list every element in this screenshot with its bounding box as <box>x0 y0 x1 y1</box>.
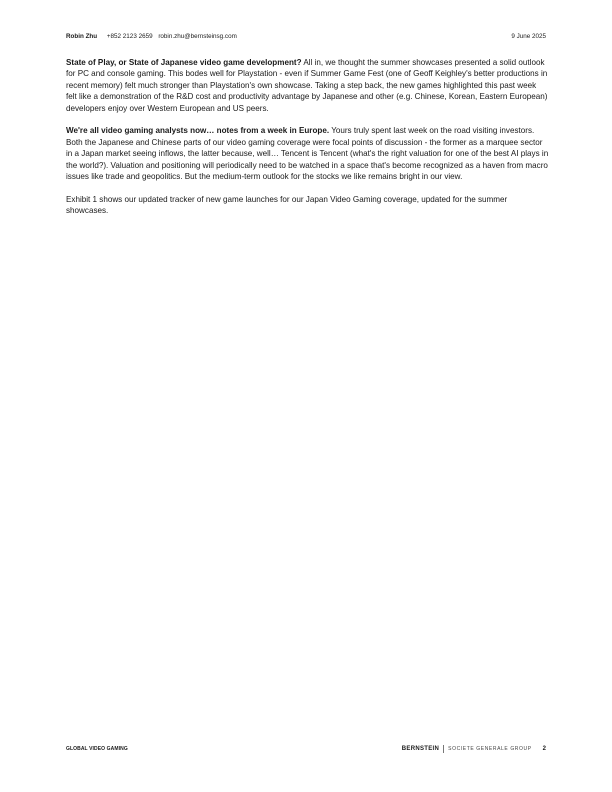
page-footer <box>66 743 546 755</box>
report-date: 9 June 2025 <box>511 33 546 40</box>
brand-logo <box>402 743 546 755</box>
paragraph <box>66 125 549 182</box>
report-body <box>66 57 549 228</box>
brand-divider <box>443 745 444 753</box>
page-number: 2 <box>542 746 546 752</box>
paragraph-body: Yours truly spent last week on the road visiting investors. Both the Japanese and Chinese parts of our video gaming coverage were focal points of discussion - the former as a marquee sector in a Japan market seeing inflows, the latter because, well… Tencent is Tencent (what's the right valuation for one of the best AI plays in the world?). Valuation and positioning will periodically need to be watched in a space that's become recognized as a haven from macro issues like trade and geopolitics. But the medium-term outlook for the stocks we like remains bright in our view. <box>66 126 549 182</box>
author-email[interactable]: robin.zhu@bernsteinsg.com <box>158 33 237 40</box>
paragraph <box>66 194 549 217</box>
footer-section-label: GLOBAL VIDEO GAMING <box>66 746 128 752</box>
author-name: Robin Zhu <box>66 33 98 40</box>
paragraph-body: Exhibit 1 shows our updated tracker of new game launches for our Japan Video Gaming coverage, updated for the summer showcases. <box>66 194 508 216</box>
paragraph-lead: We're all video gaming analysts now… notes from a week in Europe. <box>66 126 330 136</box>
page-header <box>66 31 546 43</box>
paragraph-body: All in, we thought the summer showcases presented a solid outlook for PC and console gaming. This bodes well for Playstation - even if Summer Game Fest (one of Geoff Keighley's better productions in recent memory) felt much stronger than Playstation's own showcase. Taking a step back, the new games highlighted this past week felt like a demonstration of the R&D cost and productivity advantage by Japanese and other (e.g. Chinese, Korean, Eastern European) developers enjoy over Western European and US peers. <box>66 58 548 113</box>
paragraph <box>66 57 549 114</box>
paragraph-lead: State of Play, or State of Japanese video game development? <box>66 58 302 67</box>
brand-subtitle: SOCIETE GENERALE GROUP <box>448 746 532 752</box>
author-phone: +852 2123 2659 <box>106 33 153 40</box>
brand-name: BERNSTEIN <box>401 746 440 752</box>
